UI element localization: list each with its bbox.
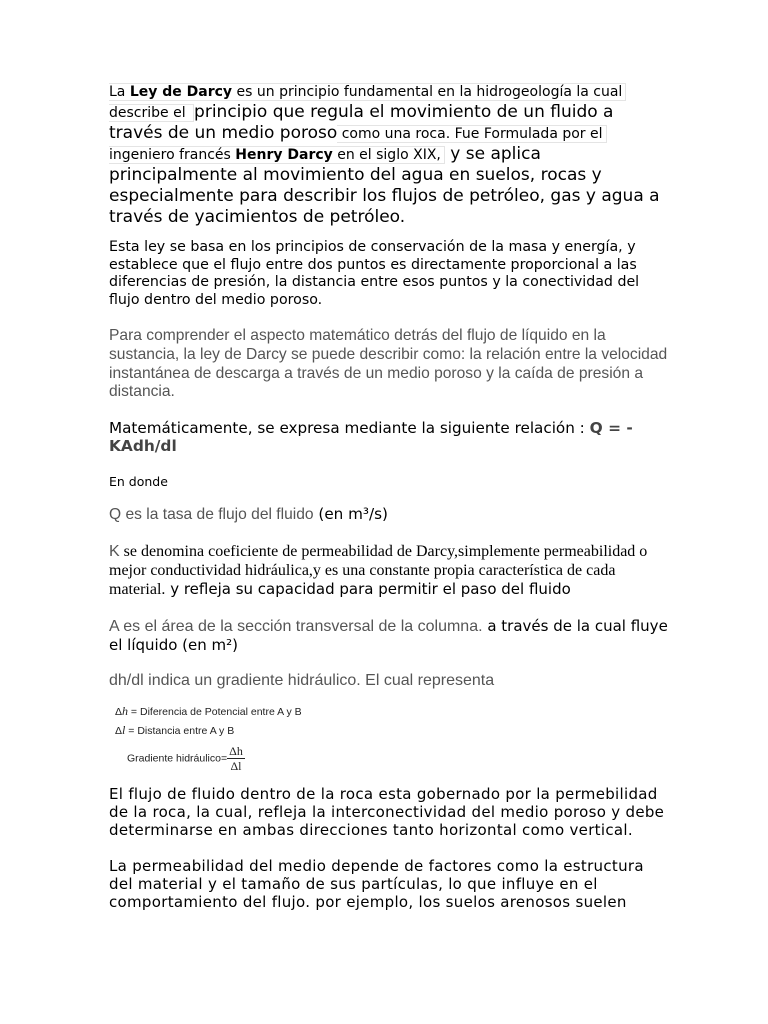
- hydraulic-gradient-formula: [115, 702, 669, 773]
- k-definition: K se denomina coeficiente de permeabilidad de Darcy,simplemente permeabilidad o mejor conductividad hidráulica,y es una constante propia característica de cada material. y refleja su capacidad para permitir el paso del fluido: [109, 542, 648, 598]
- term-henry-darcy: Henry Darcy: [235, 147, 333, 163]
- intro-paragraph: La Ley de Darcy es un principio fundamental en la hidrogeología la cual describe el principio que regula el movimiento de un fluido a través de un medio poroso como una roca. Fue Formulada por el ingeniero francés Henry Darcy en el siglo XIX, y se aplica principalmente al movimiento del agua en suelos, rocas y especialmente para describir los flujos de petróleo, gas y agua a través de yacimientos de petróleo.: [109, 84, 660, 227]
- delta-h-row: Δh = Diferencia de Potencial entre A y B: [115, 703, 302, 718]
- en-donde-label: En donde: [109, 473, 168, 489]
- document-page: [109, 82, 669, 911]
- delta-l-row: Δl = Distancia entre A y B: [115, 722, 235, 737]
- intro-line-1: La Ley de Darcy es un principio fundamental en la hidrogeología la cual: [109, 83, 626, 101]
- rock-permeability-paragraph: El flujo de fluido dentro de la roca esta gobernado por la permebilidad de la roca, la cual, refleja la interconectividad del medio poroso y debe determinarse en ambas direcciones tanto horizontal como vertical.: [109, 784, 665, 839]
- medium-permeability-paragraph: La permeabilidad del medio depende de factores como la estructura del material y el tamaño de sus partículas, lo que influye en el comportamiento del flujo. por ejemplo, los suelos arenosos suelen: [109, 856, 644, 911]
- conservation-paragraph: Esta ley se basa en los principios de conservación de la masa y energía, y establece que el flujo entre dos puntos es directamente proporcional a las diferencias de presión, la distancia entre esos puntos y la conectividad del flujo dentro del medio poroso.: [109, 239, 640, 308]
- equation-paragraph: Matemáticamente, se expresa mediante la siguiente relación : Q = -KAdh/dl: [109, 418, 633, 456]
- term-ley-de-darcy: Ley de Darcy: [129, 84, 233, 100]
- q-definition: Q es la tasa de flujo del fluido (en m³/s): [109, 504, 388, 523]
- gradient-row: Gradiente hidráulico= $\frac{\Delta h}{\Delta l}$: [127, 743, 243, 773]
- math-aspect-paragraph: Para comprender el aspecto matemático detrás del flujo de líquido en la sustancia, la ley de Darcy se puede describir como: la relación entre la velocidad instantánea de descarga a través de un medio poroso y la caída de presión a distancia.: [109, 327, 668, 401]
- gradient-fraction: $\frac{\Delta h}{\Delta l}$: [229, 743, 243, 773]
- darcy-equation: Q = -KAdh/dl: [109, 418, 633, 456]
- a-definition: A es el área de la sección transversal de la columna. a través de la cual fluye el líquido (en m²): [109, 616, 668, 654]
- dh-dl-definition: dh/dl indica un gradiente hidráulico. El cual representa: [109, 671, 495, 689]
- intro-line-4: ingeniero francés Henry Darcy en el siglo XIX,: [109, 146, 445, 164]
